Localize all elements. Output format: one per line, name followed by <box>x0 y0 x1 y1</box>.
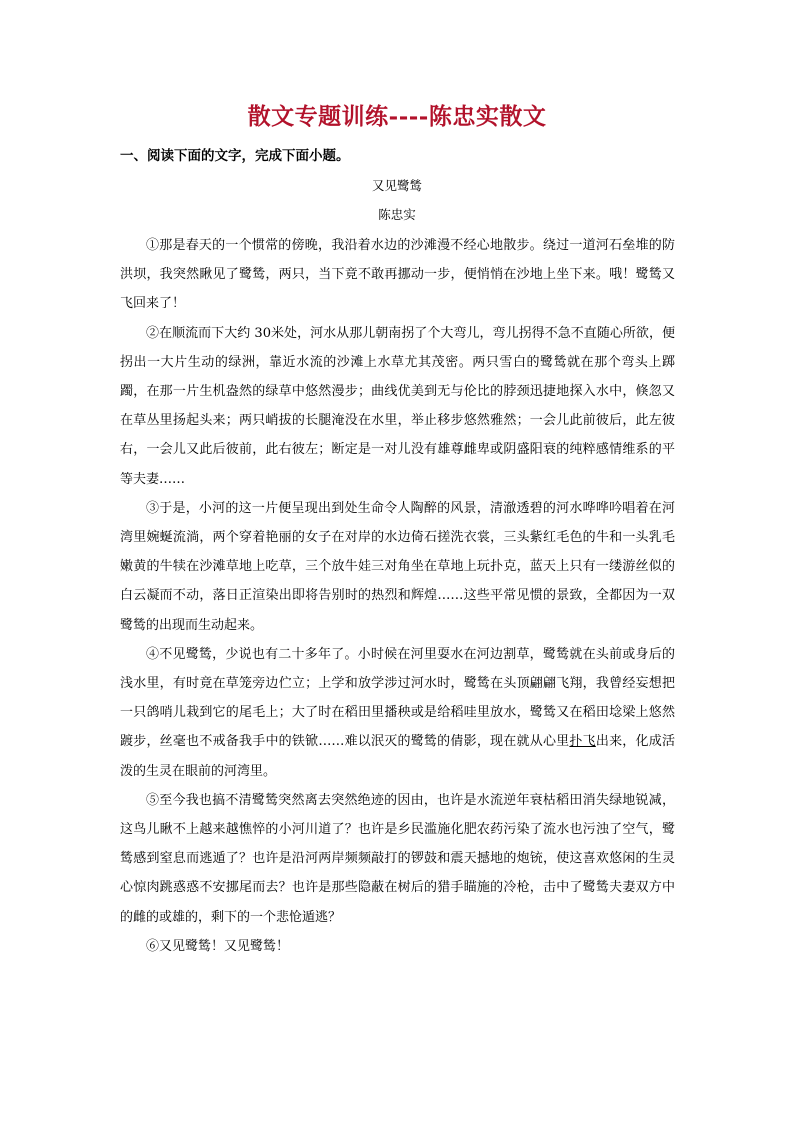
paragraph-4 <box>120 640 675 786</box>
paragraph-2: ②在顺流而下大约 30米处，河水从那儿朝南拐了个大弯儿，弯儿拐得不急不直随心所欲，便拐出一大片生动的绿洲，靠近水流的沙滩上水草尤其茂密。两只雪白的鹭鸶就在那个弯头上踯躅，在那一片生机盎然的绿草中悠然漫步；曲线优美到无与伦比的脖颈迅捷地探入水中，倏忽又在草丛里扬起头来；两只峭拔的长腿淹没在水里，举止移步悠然雅然；一会儿此前彼后，此左彼右，一会儿又此后彼前，此右彼左；断定是一对儿没有雄尊雌卑或阴盛阳衰的纯粹感情维系的平等夫妻…… <box>120 325 675 487</box>
article-body <box>120 231 675 961</box>
article-title: 又见鹭鸶 <box>371 178 422 193</box>
article-author: 陈忠实 <box>378 207 416 222</box>
paragraph-5: ⑤至今我也搞不清鹭鸶突然离去突然绝迹的因由，也许是水流逆年衰枯稻田消失绿地锐减，这鸟儿瞅不上越来越憔悴的小河川道了？也许是乡民滥施化肥农药污染了流水也污浊了空气，鹭鸶感到窒息而逃遁了？也许是沿河两岸频频敲打的锣鼓和震天撼地的炮铳，使这喜欢悠闲的生灵心惊肉跳惑惑不安挪尾而去？也许是那些隐蔽在树后的猎手瞄施的冷枪，击中了鹭鸶夫妻双方中的雌的或雄的，剩下的一个悲怆遁逃？ <box>120 792 675 925</box>
paragraph-4-tail: 出来，化成活泼的生灵在眼前的河湾里。 <box>120 734 675 779</box>
paragraph-3: ③于是，小河的这一片便呈现出到处生命令人陶醉的风景，清澈透碧的河水哗哗吟唱着在河湾里婉蜒流淌，两个穿着艳丽的女子在对岸的水边倚石搓洗衣裳，三头紫红毛色的牛和一头乳毛嫩黄的牛犊在沙滩草地上吃草，三个放牛娃三对角坐在草地上玩扑克，蓝天上只有一缕游丝似的白云凝而不动，落日正渲染出即将告别时的热烈和辉煌……这些平常见惯的景致，全都因为一双鹭鸶的出现而生动起来。 <box>120 500 675 633</box>
document-title: 散文专题训练----陈忠实散文 <box>247 103 547 130</box>
paragraph-6: ⑥又见鹭鸶！又见鹭鸶！ <box>146 938 290 954</box>
paragraph-4-text: ④不见鹭鸶，少说也有二十多年了。小时候在河里耍水在河边割草，鹭鸶就在头前或身后的浅水里，有时竟在草笼旁边伫立；上学和放学涉过河水时，鹭鸶在头顶翩翩飞翔，我曾经妄想把一只鸽哨儿栽到它的尾毛上；大了时在稻田里播秧或是给稻哇里放水，鹭鸶又在稻田埝梁上悠然踱步，丝毫也不戒备我手中的铁锨……难以泯灭的鹭鸶的倩影，现在就从心里 <box>120 646 675 750</box>
underlined-phrase: 扑飞 <box>569 734 596 750</box>
section-heading: 一、阅读下面的文字，完成下面小题。 <box>120 148 350 164</box>
paragraph-1: ①那是春天的一个惯常的傍晚，我沿着水边的沙滩漫不经心地散步。绕过一道河石垒堆的防洪坝，我突然瞅见了鹭鸶，两只，当下竟不敢再挪动一步，便悄悄在沙地上坐下来。哦！鹭鸶又飞回来了！ <box>120 238 675 312</box>
